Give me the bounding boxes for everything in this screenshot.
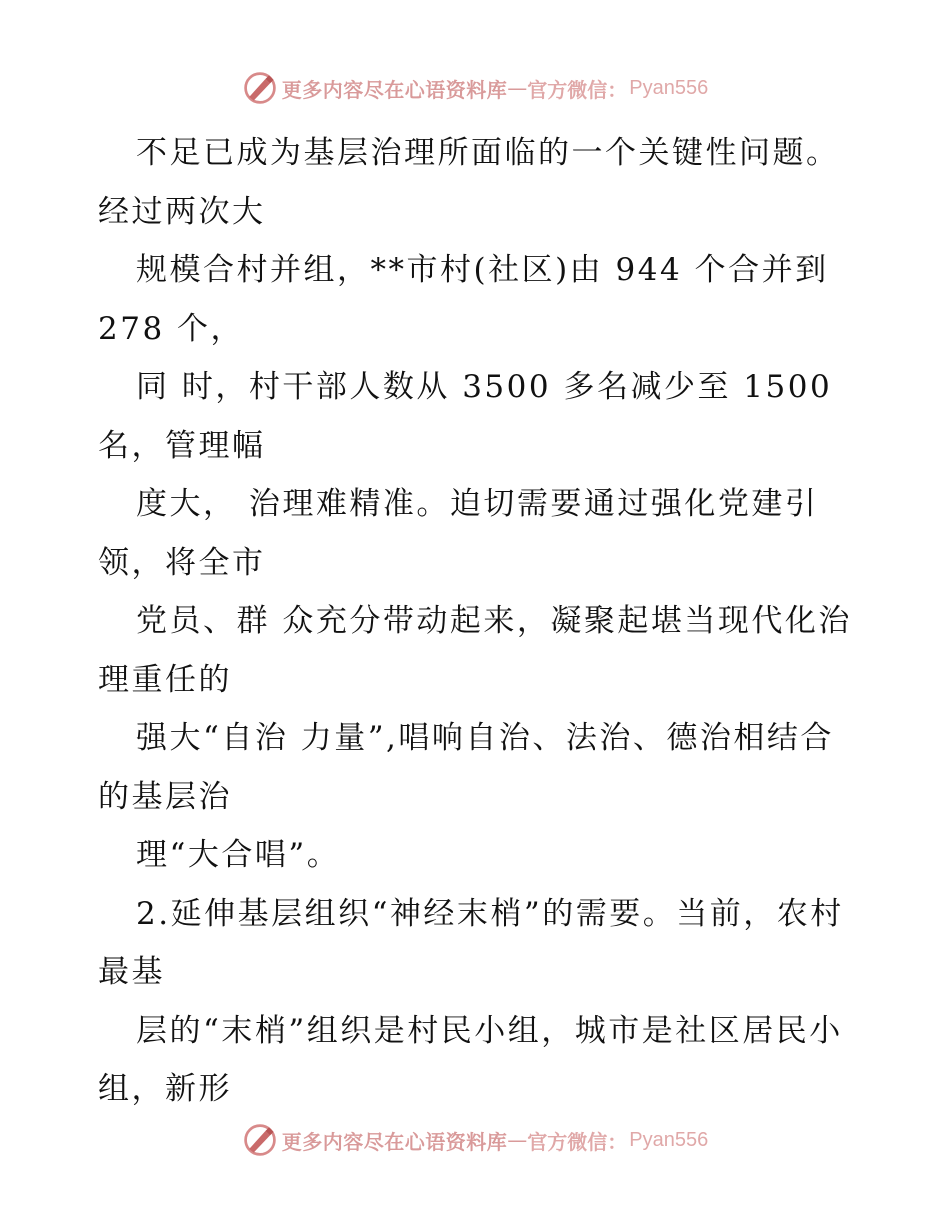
banner-title: 更多内容尽在心语资料库 bbox=[281, 1129, 508, 1154]
paragraph: 党员、群 众充分带动起来，凝聚起堪当现代化治理重任的 bbox=[98, 603, 852, 698]
banner-separator: — bbox=[507, 76, 528, 100]
paragraph: 规模合村并组，**市村(社区)由 944 个合并到 278 个， bbox=[98, 252, 829, 347]
paragraph: 层的“末梢”组织是村民小组，城市是社区居民小组，新形 bbox=[98, 1012, 843, 1107]
pen-logo-icon bbox=[242, 70, 278, 106]
header-watermark-banner bbox=[0, 68, 950, 108]
banner-wechat-label: 官方微信： bbox=[527, 77, 628, 102]
banner-wechat-id: Pyan556 bbox=[629, 76, 709, 99]
paragraph: 同 时，村干部人数从 3500 多名减少至 1500 名，管理幅 bbox=[98, 369, 833, 464]
banner-separator: — bbox=[507, 1128, 528, 1152]
paragraph: 强大“自治 力量”,唱响自治、法治、德治相结合的基层治 bbox=[98, 720, 834, 815]
paragraph: 理“大合唱”。 bbox=[136, 837, 341, 873]
pen-logo-icon bbox=[242, 1122, 278, 1158]
document-body bbox=[98, 124, 858, 1119]
footer-watermark-banner bbox=[0, 1120, 950, 1160]
paragraph: 度大， 治理难精准。迫切需要通过强化党建引领，将全市 bbox=[98, 486, 819, 581]
paragraph: 不足已成为基层治理所面临的一个关键性问题。经过两次大 bbox=[98, 135, 840, 230]
banner-wechat-id: Pyan556 bbox=[629, 1128, 709, 1151]
banner-title: 更多内容尽在心语资料库 bbox=[281, 77, 508, 102]
paragraph: 2.延伸基层组织“神经末梢”的需要。当前，农村最基 bbox=[98, 895, 844, 990]
banner-wechat-label: 官方微信： bbox=[527, 1129, 628, 1154]
